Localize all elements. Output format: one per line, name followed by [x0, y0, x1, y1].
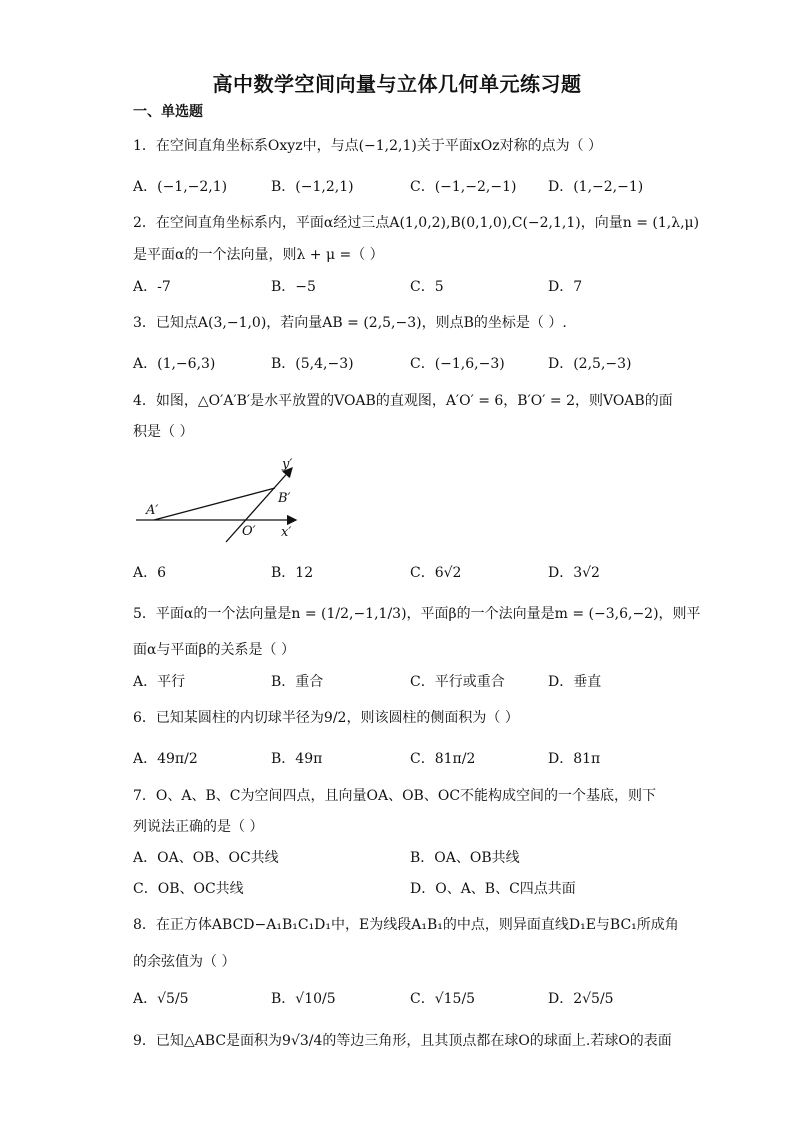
question-4-option-b[interactable]: B．12 [271, 565, 314, 581]
question-8-stem-line-2: 的余弦值为（ ） [133, 954, 236, 970]
question-5-option-d[interactable]: D．垂直 [548, 674, 602, 690]
label-y-prime: y′ [282, 457, 293, 472]
question-1-option-b[interactable]: B．(−1,2,1) [271, 179, 354, 195]
question-4-stem-line-2: 积是（ ） [133, 424, 194, 440]
label-o-prime: O′ [242, 524, 256, 539]
question-6-option-d[interactable]: D．81π [548, 751, 601, 767]
question-7-stem-line-1: 7．O、A、B、C为空间四点，且向量OA、OB、OC不能构成空间的一个基底，则下 [133, 788, 657, 804]
question-9-stem: 9．已知△ABC是面积为9√3/4的等边三角形，且其顶点都在球O的球面上.若球O的表面 [133, 1033, 672, 1049]
question-8-option-c[interactable]: C．√15/5 [410, 991, 476, 1007]
question-1-stem: 1．在空间直角坐标系Oxyz中，与点(−1,2,1)关于平面xOz对称的点为（ ） [133, 138, 603, 154]
question-4-option-c[interactable]: C．6√2 [410, 565, 462, 581]
question-5-option-a[interactable]: A．平行 [133, 674, 186, 690]
question-3-option-d[interactable]: D．(2,5,−3) [548, 356, 632, 372]
question-2-option-d[interactable]: D．7 [548, 279, 583, 295]
label-a-prime: A′ [146, 503, 159, 518]
question-6-option-c[interactable]: C．81π/2 [410, 751, 476, 767]
question-8-option-d[interactable]: D．2√5/5 [548, 991, 614, 1007]
question-2-stem-line-1: 2．在空间直角坐标系内，平面α经过三点A(1,0,2),B(0,1,0),C(−2,1,1)，向量n = (1,λ,μ) [133, 215, 700, 231]
question-2-option-b[interactable]: B．−5 [271, 279, 316, 295]
question-7-option-c[interactable]: C．OB、OC共线 [133, 881, 244, 897]
question-8-option-a[interactable]: A．√5/5 [133, 991, 189, 1007]
question-4-option-d[interactable]: D．3√2 [548, 565, 600, 581]
question-8-stem-line-1: 8．在正方体ABCD−A₁B₁C₁D₁中，E为线段A₁B₁的中点，则异面直线D₁E与BC₁所成角 [133, 917, 679, 933]
question-6-option-a[interactable]: A．49π/2 [133, 751, 198, 767]
question-7-option-b[interactable]: B．OA、OB共线 [410, 850, 520, 866]
oblique-projection-figure [130, 452, 310, 544]
question-4-option-a[interactable]: A．6 [133, 565, 167, 581]
question-8-option-b[interactable]: B．√10/5 [271, 991, 336, 1007]
question-3-option-b[interactable]: B．(5,4,−3) [271, 356, 354, 372]
question-7-option-a[interactable]: A．OA、OB、OC共线 [133, 850, 279, 866]
page-title: 高中数学空间向量与立体几何单元练习题 [212, 72, 582, 96]
question-1-option-a[interactable]: A．(−1,−2,1) [133, 179, 228, 195]
question-2-option-a[interactable]: A．-7 [133, 279, 171, 295]
question-1-option-c[interactable]: C．(−1,−2,−1) [410, 179, 517, 195]
label-x-prime: x′ [281, 525, 292, 540]
question-6-stem: 6．已知某圆柱的内切球半径为9/2，则该圆柱的侧面积为（ ） [133, 710, 519, 726]
question-5-stem-line-1: 5．平面α的一个法向量是n = (1/2,−1,1/3)，平面β的一个法向量是m = (−3,6,−2)，则平 [133, 606, 701, 622]
question-7-stem-line-2: 列说法正确的是（ ） [133, 819, 264, 835]
label-b-prime: B′ [278, 491, 291, 506]
question-3-option-c[interactable]: C．(−1,6,−3) [410, 356, 505, 372]
question-3-option-a[interactable]: A．(1,−6,3) [133, 356, 216, 372]
question-5-option-c[interactable]: C．平行或重合 [410, 674, 505, 690]
question-5-stem-line-2: 面α与平面β的关系是（ ） [133, 642, 295, 658]
question-4-stem-line-1: 4．如图，△O′A′B′是水平放置的VOAB的直观图，A′O′ = 6，B′O′ = 2，则VOAB的面 [133, 393, 673, 409]
question-5-option-b[interactable]: B．重合 [271, 674, 324, 690]
question-2-stem-line-2: 是平面α的一个法向量，则λ + μ =（ ） [133, 247, 384, 263]
question-7-option-d[interactable]: D．O、A、B、C四点共面 [410, 881, 576, 897]
section-heading: 一、单选题 [133, 104, 203, 120]
segment-a-b [154, 488, 275, 520]
question-6-option-b[interactable]: B．49π [271, 751, 323, 767]
question-1-option-d[interactable]: D．(1,−2,−1) [548, 179, 644, 195]
question-2-option-c[interactable]: C．5 [410, 279, 444, 295]
question-3-stem: 3．已知点A(3,−1,0)，若向量AB = (2,5,−3)，则点B的坐标是（ ）. [133, 315, 567, 331]
